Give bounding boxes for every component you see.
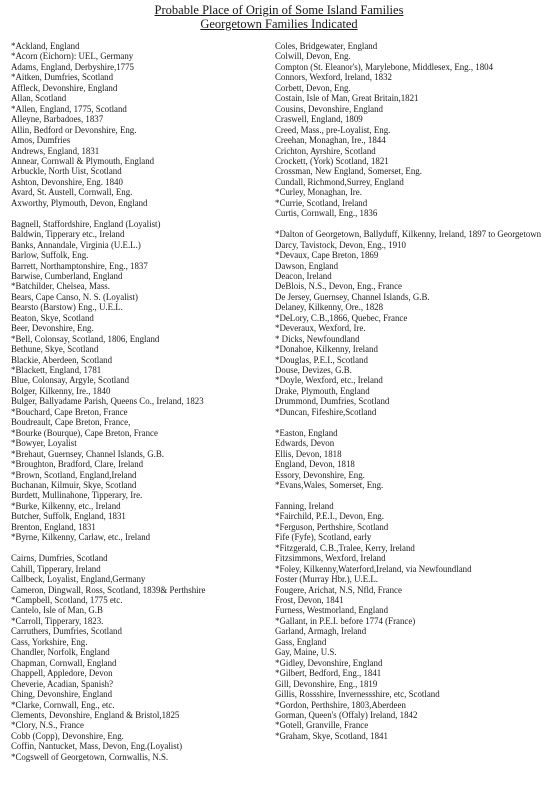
family-entry: Foster (Murray Hbr.), U.E.L.	[275, 574, 379, 585]
family-entry: Douse, Devizes, G.B.	[275, 365, 352, 376]
family-entry: *Blackett, England, 1781	[11, 365, 102, 376]
family-entry: Cousins, Devonshire, England	[275, 103, 383, 114]
family-entry: Allin, Bedford or Devonshire, Eng.	[11, 124, 137, 135]
surname-group	[11, 41, 273, 208]
surname-group	[275, 229, 555, 417]
family-entry: Essory, Devonshire, Eng.	[275, 469, 365, 480]
family-entry: *Bowyer, Loyalist	[11, 438, 77, 449]
family-entry: *Gallant, in P.E.I. before 1774 (France)	[275, 615, 416, 626]
family-entry: Crockett, (York) Scotland, 1821	[275, 155, 389, 166]
family-entry: Butcher, Suffolk, England, 1831	[11, 511, 126, 522]
family-entry: Fanning, Ireland	[275, 500, 334, 511]
family-entry: Frost, Devon, 1841	[275, 594, 344, 605]
family-entry: Cundall, Richmond,Surrey, England	[275, 176, 404, 187]
family-entry: Fougere, Arichat, N.S, Nfld, France	[275, 584, 402, 595]
family-entry: Curtis, Cornwall, Eng., 1836	[275, 208, 378, 219]
family-entry: Bethune, Skye, Scotland	[11, 344, 99, 355]
family-entry: *Graham, Skye, Scotland, 1841	[275, 730, 388, 741]
family-entry: *Bell, Colonsay, Scotland, 1806, England	[11, 333, 160, 344]
family-entry: *Devaux, Cape Breton, 1869	[275, 250, 379, 261]
family-entry: Bagnell, Staffordshire, England (Loyalist)	[11, 218, 161, 229]
family-entry: *Bouchard, Cape Breton, France	[11, 406, 128, 417]
family-entry: *Fairchild, P.E.I., Devon, Eng.	[275, 511, 384, 522]
page-title	[0, 3, 558, 31]
family-entry: Bolger, Kilkenny, Ire., 1840	[11, 385, 111, 396]
family-entry: Blackie, Aberdeen, Scotland	[11, 354, 113, 365]
family-entry: Connors, Wexford, Ireland, 1832	[275, 72, 392, 83]
family-entry: Corbett, Devon, Eng.	[275, 82, 351, 93]
family-entry: *Duncan, Fifeshire,Scotland	[275, 406, 377, 417]
family-entry: Arbuckle, North Uist, Scotland	[11, 166, 122, 177]
family-entry: Garland, Armagh, Ireland	[275, 626, 367, 637]
family-entry: England, Devon, 1818	[275, 459, 355, 470]
family-entry: Buchanan, Kilmuir, Skye, Scotland	[11, 480, 137, 491]
family-entry: *Burke, Kilkenny, etc., Ireland	[11, 500, 121, 511]
surname-group	[275, 428, 555, 491]
family-entry: *Clory, N.S., France	[11, 720, 84, 731]
family-entry: Allan, Scotland	[11, 93, 67, 104]
family-entry: Deacon, Ireland	[275, 270, 332, 281]
family-entry: *Gilbert, Bedford, Eng., 1841	[275, 668, 382, 679]
family-entry: *Currie, Scotland, Ireland	[275, 197, 368, 208]
family-entry: *Dalton of Georgetown, Ballyduff, Kilkenny, Ireland, 1897 to Georgetown	[275, 229, 542, 240]
family-entry: Drummond, Dumfries, Scotland	[275, 396, 390, 407]
family-entry: Brenton, England, 1831	[11, 521, 96, 532]
family-entry: Gill, Devonshire, Eng., 1819	[275, 678, 378, 689]
family-entry: Axworthy, Plymouth, Devon, England	[11, 197, 148, 208]
family-entry: *Brown, Scotland, England,Ireland	[11, 469, 137, 480]
family-entry: *Douglas, P.E.I., Scotland	[275, 354, 368, 365]
family-entry: Bearsto (Barstow) Eng., U.E.L.	[11, 302, 123, 313]
family-entry: *Bourke (Bourque), Cape Breton, France	[11, 427, 158, 438]
family-entry: *Ackland, England	[11, 41, 80, 51]
family-entry: *Campbell, Scotland, 1775 etc.	[11, 594, 123, 605]
family-entry: Furness, Westmorland, England	[275, 605, 389, 616]
family-entry: Drake, Plymouth, England	[275, 385, 370, 396]
family-entry: Annear, Cornwall & Plymouth, England	[11, 155, 155, 166]
family-entry: Barwise, Cumberland, England	[11, 270, 123, 281]
surname-group	[11, 219, 273, 543]
family-entry: *Deveraux, Wexford, Ire.	[275, 323, 366, 334]
family-entry: Cass, Yorkshire, Eng.	[11, 636, 88, 647]
family-entry: Cheverie, Acadian, Spanish?	[11, 678, 114, 689]
family-entry: *Allen, England, 1775, Scotland	[11, 103, 127, 114]
family-entry: Creed, Mass., pre-Loyalist, Eng.	[275, 124, 391, 135]
family-entry: Ellis, Devon, 1818	[275, 448, 342, 459]
family-entry: Chandler, Norfolk, England	[11, 647, 110, 658]
family-entry: Costain, Isle of Man, Great Britain,1821	[275, 93, 419, 104]
family-entry: Crichton, Ayrshire, Scotland	[275, 145, 376, 156]
family-entry: Cahill, Tipperary, Ireland	[11, 563, 101, 574]
family-entry: *Ferguson, Perthshire, Scotland	[275, 521, 389, 532]
family-entry: Banks, Annandale, Virginia (U.E.L.)	[11, 239, 141, 250]
left-column	[11, 41, 273, 773]
family-entry: Callbeck, Loyalist, England,Germany	[11, 574, 146, 585]
family-entry: Burdett, Mullinahone, Tipperary, Ire.	[11, 490, 143, 501]
family-entry: Creehan, Monaghan, Ire., 1844	[275, 135, 386, 146]
family-entry: *Brehaut, Guernsey, Channel Islands, G.B.	[11, 448, 164, 459]
family-entry: Ching, Devonshire, England	[11, 689, 113, 700]
family-entry: Coles, Bridgewater, England	[275, 41, 378, 51]
family-entry: *Doyle, Wexford, etc., Ireland	[275, 375, 383, 386]
family-entry: Chappell, Appledore, Devon	[11, 668, 113, 679]
family-entry: Cairns, Dumfries, Scotland	[11, 553, 108, 564]
family-entry: *Gordon, Perthshire, 1803,Aberdeen	[275, 699, 406, 710]
family-entry: Crossman, New England, Somerset, Eng.	[275, 166, 422, 177]
family-entry: Compton (St. Eleanor's), Marylebone, Middlesex, Eng., 1804	[275, 61, 494, 72]
family-entry: Barrett, Northamptonshire, Eng., 1837	[11, 260, 148, 271]
family-entry: Gillis, Rossshire, Invernessshire, etc, Scotland	[275, 689, 440, 700]
family-entry: Amos, Dumfries	[11, 135, 71, 146]
family-entry: Cantelo, Isle of Man, G.B	[11, 605, 103, 616]
family-entry: Bulger, Ballyadame Parish, Queens Co., Ireland, 1823	[11, 396, 204, 407]
family-entry: *DeLory, C.B.,1866, Quebec, France	[275, 312, 408, 323]
family-entry: *Carroll, Tipperary, 1823.	[11, 615, 104, 626]
right-column	[275, 41, 555, 752]
family-entry: *Batchilder, Chelsea, Mass.	[11, 281, 110, 292]
surname-group	[275, 501, 555, 741]
family-entry: De Jersey, Guernsey, Channel Islands, G.B.	[275, 291, 430, 302]
family-entry: *Byrne, Kilkenny, Carlaw, etc., Ireland	[11, 532, 151, 543]
surname-group	[275, 41, 555, 219]
family-entry: * Dicks, Newfoundland	[275, 333, 360, 344]
family-entry: Blue, Colonsay, Argyle, Scotland	[11, 375, 130, 386]
family-entry: *Cogswell of Georgetown, Cornwallis, N.S.	[11, 751, 169, 762]
family-entry: Carruthers, Dumfries, Scotland	[11, 626, 122, 637]
title-line-1: Probable Place of Origin of Some Island Families	[154, 3, 404, 17]
family-entry: Bears, Cape Canso, N. S. (Loyalist)	[11, 291, 138, 302]
family-entry: Alleyne, Barbadoes, 1837	[11, 114, 104, 125]
family-entry: *Clarke, Cornwall, Eng., etc.	[11, 699, 115, 710]
family-entry: Beer, Devonshire, Eng.	[11, 323, 94, 334]
family-entry: Gay, Maine, U.S.	[275, 647, 337, 658]
family-entry: Gorman, Queen's (Offaly) Ireland, 1842	[275, 709, 418, 720]
family-entry: Boudreault, Cape Breton, France,	[11, 417, 131, 428]
surname-group	[11, 553, 273, 762]
family-entry: *Donahoe, Kilkenny, Ireland	[275, 344, 378, 355]
family-entry: Darcy, Tavistock, Devon, Eng., 1910	[275, 239, 406, 250]
family-entry: Cameron, Dingwall, Ross, Scotland, 1839& Perthshire	[11, 584, 206, 595]
title-line-2: Georgetown Families Indicated	[200, 17, 358, 31]
family-entry: *Foley, Kilkenny,Waterford,Ireland, via Newfoundland	[275, 563, 472, 574]
family-entry: *Gidley, Devonshire, England	[275, 657, 383, 668]
family-entry: Edwards, Devon	[275, 438, 335, 449]
family-entry: Chapman, Cornwall, England	[11, 657, 117, 668]
family-entry: *Gotell, Granville, France	[275, 720, 369, 731]
family-entry: *Aitken, Dumfries, Scotland	[11, 72, 114, 83]
family-entry: *Fitzgerald, C.B.,Tralee, Kerry, Ireland	[275, 542, 415, 553]
family-entry: Avard, St. Austell, Cornwall, Eng.	[11, 187, 133, 198]
family-entry: Andrews, England, 1831	[11, 145, 100, 156]
family-entry: Clements, Devonshire, England & Bristol,1825	[11, 709, 180, 720]
family-entry: DeBlois, N.S., Devon, Eng., France	[275, 281, 402, 292]
family-entry: Ashton, Devonshire, Eng. 1840	[11, 176, 123, 187]
family-entry: Gass, England	[275, 636, 327, 647]
family-entry: Beaton, Skye, Scotland	[11, 312, 94, 323]
family-entry: Affleck, Devonshire, England	[11, 82, 118, 93]
family-entry: *Curley, Monaghan, Ire.	[275, 187, 362, 198]
family-entry: Craswell, England, 1809	[275, 114, 363, 125]
family-entry: Fitzsimmons, Wexford, Ireland	[275, 553, 386, 564]
family-entry: *Evans,Wales, Somerset, Eng.	[275, 480, 384, 490]
family-entry: Coffin, Nantucket, Mass, Devon, Eng.(Loyalist)	[11, 741, 183, 752]
family-entry: Delaney, Kilkenny, Ore., 1828	[275, 302, 384, 313]
family-entry: Baldwin, Tipperary etc., Ireland	[11, 229, 125, 240]
family-entry: *Easton, England	[275, 427, 338, 438]
family-entry: Colwill, Devon, Eng.	[275, 51, 351, 62]
family-entry: Cobb (Copp), Devonshire, Eng.	[11, 730, 124, 741]
family-entry: *Broughton, Bradford, Clare, Ireland	[11, 459, 144, 470]
family-entry: Adams, England, Derbyshire,1775	[11, 61, 134, 72]
family-entry: *Acorn (Eichorn): UEL, Germany	[11, 51, 134, 62]
family-entry: Dawson, England	[275, 260, 339, 271]
family-entry: Barlow, Suffolk, Eng.	[11, 250, 89, 261]
family-entry: Fife (Fyfe), Scotland, early	[275, 532, 372, 543]
